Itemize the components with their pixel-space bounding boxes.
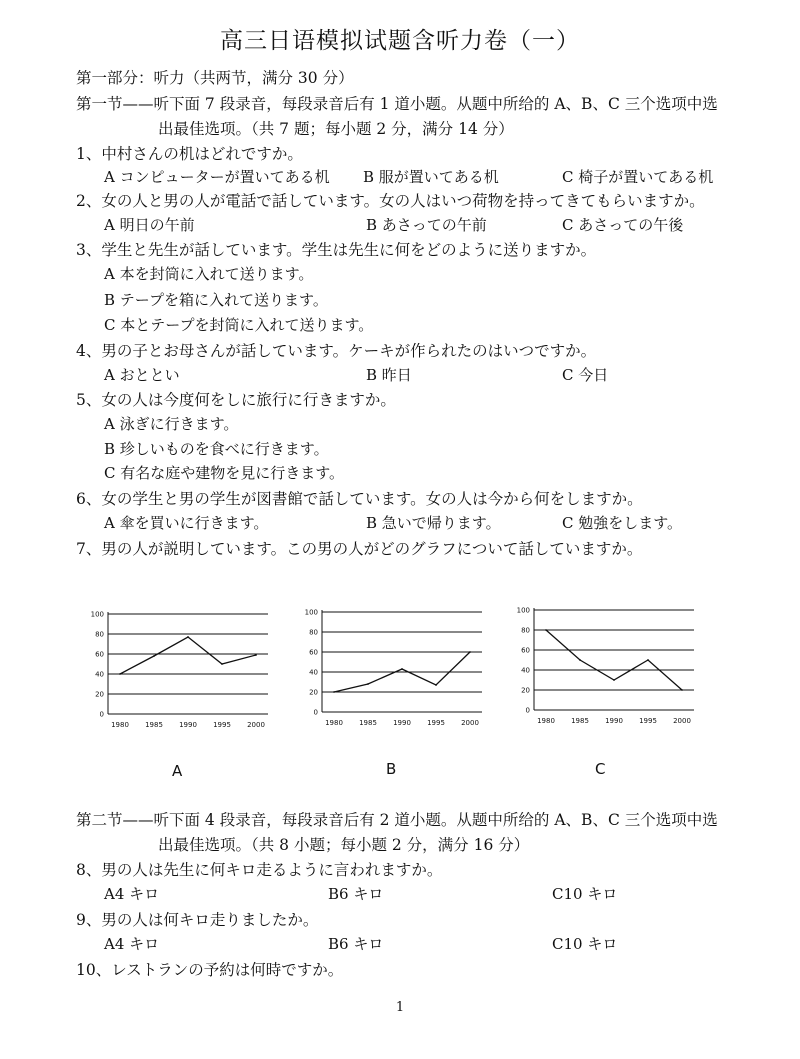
x-tick-label: 1980	[325, 719, 343, 727]
question-4: 4、男の子とお母さんが話しています。ケーキが作られたのはいつですか。	[76, 342, 597, 360]
series-line	[120, 637, 256, 674]
x-tick-label: 1995	[213, 721, 231, 729]
q6-option-b: B 急いで帰ります。	[366, 514, 501, 532]
data-point	[579, 659, 581, 661]
y-tick-label: 0	[525, 706, 530, 715]
y-tick-label: 40	[95, 670, 104, 679]
data-point	[469, 651, 471, 653]
y-tick-label: 40	[521, 666, 530, 675]
y-tick-label: 60	[95, 650, 104, 659]
line-chart-c	[514, 604, 704, 734]
page-number: 1	[395, 1000, 405, 1015]
q2-option-a: A 明日の午前	[104, 216, 195, 234]
chart-a-label: A	[172, 762, 183, 780]
question-1: 1、中村さんの机はどれですか。	[76, 145, 303, 163]
y-tick-label: 20	[309, 688, 318, 697]
q3-option-a: A 本を封筒に入れて送ります。	[104, 265, 314, 283]
section1-instruction-line2: 出最佳选项。（共 7 题；每小题 2 分，满分 14 分）	[158, 120, 514, 138]
q1-option-a: A コンピューターが置いてある机	[104, 168, 330, 186]
line-chart-a	[88, 608, 278, 738]
part1-heading: 第一部分：听力（共两节，满分 30 分）	[76, 69, 354, 87]
q2-option-c: C あさっての午後	[562, 216, 684, 234]
data-point	[435, 684, 437, 686]
section2-instruction-line1: 第二节——听下面 4 段录音，每段录音后有 2 道小题。从题中所给的 A、B、C 三个选项中选	[76, 811, 718, 829]
question-10: 10、レストランの予約は何時ですか。	[76, 961, 344, 979]
data-point	[401, 668, 403, 670]
page-title: 高三日语模拟试题含听力卷（一）	[220, 28, 580, 54]
question-7: 7、男の人が説明しています。この男の人がどのグラフについて話していますか。	[76, 540, 643, 558]
x-tick-label: 1995	[639, 717, 657, 725]
y-tick-label: 80	[309, 628, 318, 637]
data-point	[221, 663, 223, 665]
q2-option-b: B あさっての午前	[366, 216, 487, 234]
q3-option-c: C 本とテープを封筒に入れて送ります。	[104, 316, 374, 334]
y-tick-label: 60	[309, 648, 318, 657]
data-point	[153, 655, 155, 657]
q9-option-b: B6 キロ	[328, 935, 384, 953]
data-point	[647, 659, 649, 661]
y-tick-label: 0	[99, 710, 104, 719]
data-point	[333, 691, 335, 693]
x-tick-label: 2000	[673, 717, 691, 725]
data-point	[367, 683, 369, 685]
question-3: 3、学生と先生が話しています。学生は先生に何をどのように送りますか。	[76, 241, 597, 259]
x-tick-label: 1995	[427, 719, 445, 727]
data-point	[255, 654, 257, 656]
q3-option-b: B テープを箱に入れて送ります。	[104, 291, 328, 309]
section2-instruction-line2: 出最佳选项。（共 8 小题；每小题 2 分，满分 16 分）	[158, 836, 530, 854]
x-tick-label: 1980	[111, 721, 129, 729]
question-8: 8、男の人は先生に何キロ走るように言われますか。	[76, 861, 443, 879]
y-tick-label: 20	[95, 690, 104, 699]
question-2: 2、女の人と男の人が電話で話しています。女の人はいつ荷物を持ってきてもらいますか。	[76, 192, 705, 210]
q6-option-c: C 勉強をします。	[562, 514, 683, 532]
q1-option-b: B 服が置いてある机	[363, 168, 499, 186]
question-9: 9、男の人は何キロ走りましたか。	[76, 911, 319, 929]
x-tick-label: 2000	[247, 721, 265, 729]
q1-option-c: C 椅子が置いてある机	[562, 168, 714, 186]
y-tick-label: 100	[304, 608, 318, 617]
y-tick-label: 100	[90, 610, 104, 619]
y-tick-label: 0	[313, 708, 318, 717]
series-line	[546, 630, 682, 690]
q9-option-a: A4 キロ	[104, 935, 160, 953]
question-5: 5、女の人は今度何をしに旅行に行きますか。	[76, 391, 396, 409]
data-point	[613, 679, 615, 681]
q5-option-c: C 有名な庭や建物を見に行きます。	[104, 464, 345, 482]
y-tick-label: 100	[516, 606, 530, 615]
q8-option-b: B6 キロ	[328, 885, 384, 903]
q8-option-a: A4 キロ	[104, 885, 160, 903]
x-tick-label: 1980	[537, 717, 555, 725]
x-tick-label: 1990	[393, 719, 411, 727]
q6-option-a: A 傘を買いに行きます。	[104, 514, 269, 532]
x-tick-label: 1990	[605, 717, 623, 725]
x-tick-label: 1990	[179, 721, 197, 729]
section1-instruction-line1: 第一节——听下面 7 段录音，每段录音后有 1 道小题。从题中所给的 A、B、C 三个选项中选	[76, 95, 718, 113]
q9-option-c: C10 キロ	[552, 935, 618, 953]
q8-option-c: C10 キロ	[552, 885, 618, 903]
question-6: 6、女の学生と男の学生が図書館で話しています。女の人は今から何をしますか。	[76, 490, 643, 508]
data-point	[681, 689, 683, 691]
y-tick-label: 80	[95, 630, 104, 639]
x-tick-label: 1985	[359, 719, 377, 727]
data-point	[119, 673, 121, 675]
y-tick-label: 40	[309, 668, 318, 677]
q4-option-a: A おととい	[104, 366, 180, 384]
q5-option-a: A 泳ぎに行きます。	[104, 415, 239, 433]
line-chart-b	[302, 606, 492, 736]
x-tick-label: 1985	[145, 721, 163, 729]
q5-option-b: B 珍しいものを食べに行きます。	[104, 440, 329, 458]
q4-option-b: B 昨日	[366, 366, 412, 384]
x-tick-label: 1985	[571, 717, 589, 725]
y-tick-label: 60	[521, 646, 530, 655]
y-tick-label: 20	[521, 686, 530, 695]
data-point	[187, 636, 189, 638]
data-point	[545, 629, 547, 631]
q4-option-c: C 今日	[562, 366, 609, 384]
chart-c-label: C	[595, 760, 606, 778]
y-tick-label: 80	[521, 626, 530, 635]
chart-b-label: B	[386, 760, 397, 778]
x-tick-label: 2000	[461, 719, 479, 727]
